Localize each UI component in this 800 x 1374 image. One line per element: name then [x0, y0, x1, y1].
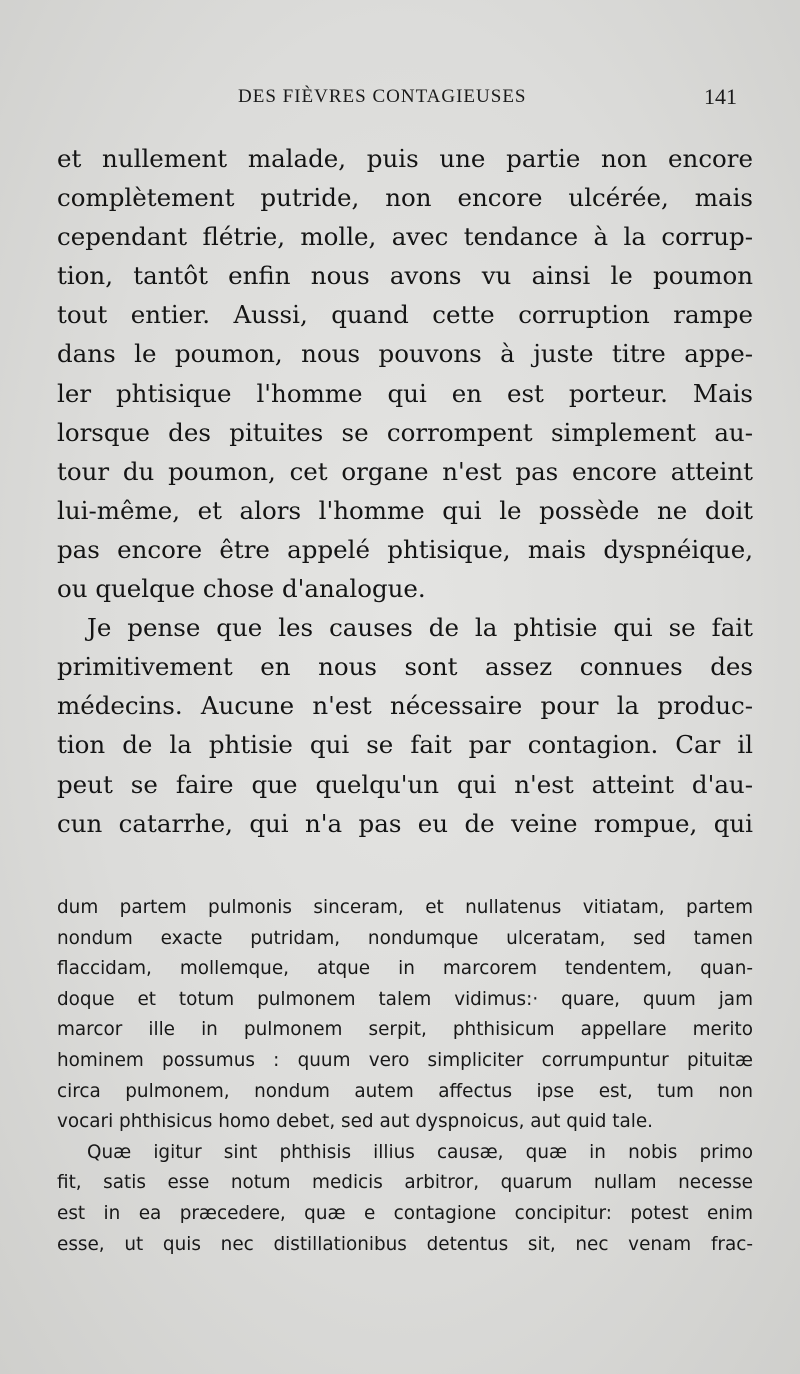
text-line: tout entier. Aussi, quand cette corruption rampe	[57, 300, 753, 330]
text-line: ler phtisique l'homme qui en est porteur. Mais	[57, 378, 753, 408]
text-line: et nullement malade, puis une partie non encore	[57, 144, 753, 173]
note-line: nondum exacte putridam, nondumque ulceratam, sed tamen	[57, 927, 753, 949]
french-translation-text	[57, 139, 753, 843]
note-line: Quæ igitur sint phthisis illius causæ, quæ in nobis primo	[87, 1141, 753, 1163]
text-line: peut se faire que quelqu'un qui n'est atteint d'au-	[57, 769, 753, 799]
note-line: marcor ille in pulmonem serpit, phthisicum appellare merito	[57, 1019, 753, 1041]
page-number: 141	[704, 84, 737, 109]
note-line: est in ea præcedere, quæ e contagione concipitur: potest enim	[57, 1202, 753, 1224]
note-line: vocari phthisicus homo debet, sed aut dyspnoicus, aut quid tale.	[57, 1111, 653, 1133]
text-line: tour du poumon, cet organe n'est pas encore atteint	[57, 456, 753, 486]
text-line: complètement putride, non encore ulcérée, mais	[57, 183, 753, 213]
text-line: lui-même, et alors l'homme qui le possède ne doit	[57, 495, 753, 525]
note-line: esse, ut quis nec distillationibus detentus sit, nec venam frac-	[57, 1233, 753, 1255]
text-line: cependant flétrie, molle, avec tendance à la corrup-	[57, 222, 753, 252]
note-line: fit, satis esse notum medicis arbitror, quarum nullam necesse	[57, 1172, 753, 1194]
text-line: ou quelque chose d'analogue.	[57, 574, 426, 604]
latin-original-notes	[57, 893, 753, 1260]
text-line: primitivement en nous sont assez connues des	[57, 652, 753, 682]
text-line: tion, tantôt enfin nous avons vu ainsi le poumon	[57, 261, 753, 291]
text-line: cun catarrhe, qui n'a pas eu de veine rompue, qui	[57, 808, 753, 838]
text-line: Je pense que les causes de la phtisie qui se fait	[87, 613, 753, 643]
text-line: dans le poumon, nous pouvons à juste titre appe-	[57, 339, 753, 369]
note-line: doque et totum pulmonem talem vidimus:· quare, quum jam	[57, 988, 753, 1010]
note-line: flaccidam, mollemque, atque in marcorem tendentem, quan-	[57, 958, 753, 980]
text-line: pas encore être appelé phtisique, mais dyspnéique,	[57, 534, 753, 564]
text-line: lorsque des pituites se corrompent simplement au-	[57, 417, 753, 447]
note-line: dum partem pulmonis sinceram, et nullatenus vitiatam, partem	[57, 897, 753, 918]
note-line: hominem possumus : quum vero simpliciter corrumpuntur pituitæ	[57, 1049, 753, 1071]
running-title: DES FIÈVRES CONTAGIEUSES	[238, 86, 527, 107]
note-line: circa pulmonem, nondum autem affectus ipse est, tum non	[57, 1080, 753, 1102]
text-line: médecins. Aucune n'est nécessaire pour la produc-	[57, 691, 753, 721]
text-line: tion de la phtisie qui se fait par contagion. Car il	[57, 730, 753, 760]
